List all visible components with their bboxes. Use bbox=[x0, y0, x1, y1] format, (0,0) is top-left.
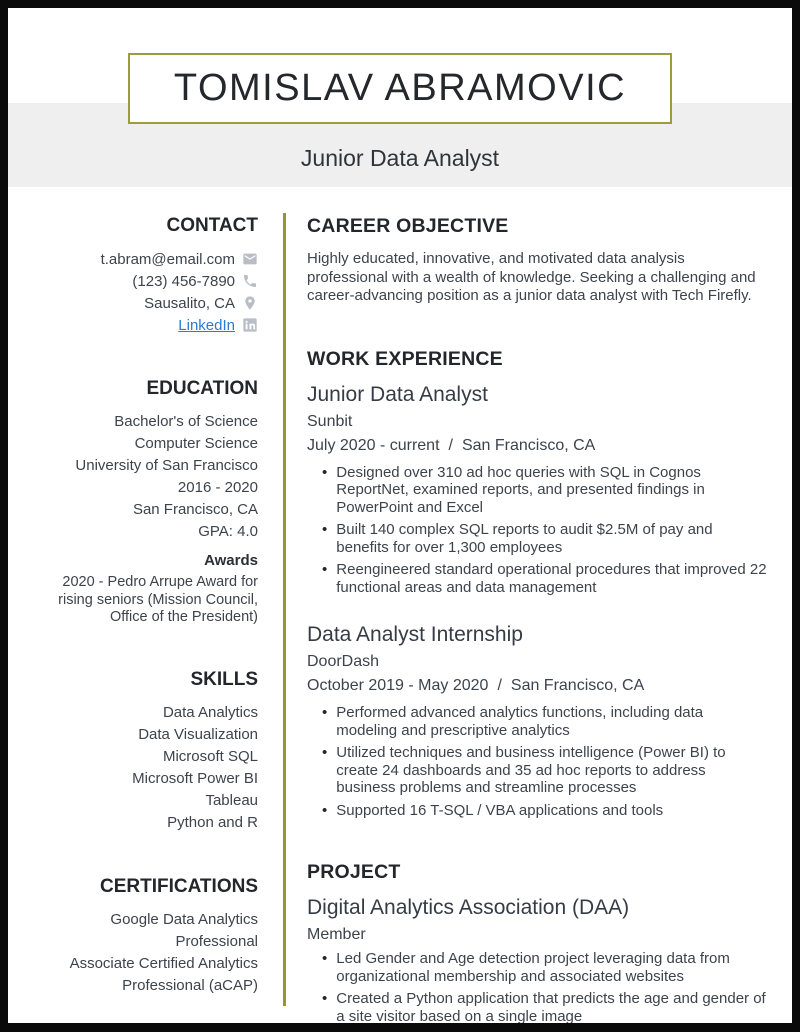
contact-item bbox=[28, 270, 258, 292]
work-experience-heading: WORK EXPERIENCE bbox=[307, 347, 503, 370]
bullet-text: Created a Python application that predicts the age and gender of a site visitor based on a single image bbox=[336, 990, 766, 1023]
job-title-subtitle: Junior Data Analyst bbox=[300, 145, 500, 171]
bullet-item bbox=[307, 950, 767, 985]
bullet-item bbox=[307, 744, 767, 797]
education-line: GPA: 4.0 bbox=[198, 523, 258, 540]
name-box bbox=[128, 53, 672, 124]
bullet-dot: • bbox=[322, 704, 328, 721]
certification-item: Associate Certified Analytics Professional (aCAP) bbox=[69, 954, 258, 994]
bullet-item bbox=[307, 802, 767, 820]
skill-item: Microsoft SQL bbox=[162, 747, 258, 765]
bullet-dot: • bbox=[322, 463, 328, 481]
skill-item: Python and R bbox=[167, 813, 258, 831]
job-bullets bbox=[307, 464, 767, 597]
job-dates: July 2020 - current bbox=[307, 436, 440, 454]
career-objective-section bbox=[307, 215, 767, 306]
skill-item: Data Visualization bbox=[138, 725, 258, 743]
content-columns bbox=[8, 213, 792, 1023]
job-company: Sunbit bbox=[307, 412, 353, 430]
job-meta bbox=[307, 677, 767, 695]
job-dates: October 2019 - May 2020 bbox=[307, 677, 489, 694]
bullet-text: Led Gender and Age detection project leveraging data from organizational membership and associated websites bbox=[336, 950, 730, 985]
skill-item: Data Analytics bbox=[162, 703, 258, 721]
linkedin-icon bbox=[242, 317, 258, 333]
bullet-dot: • bbox=[322, 801, 328, 819]
job-title: Junior Data Analyst bbox=[307, 382, 488, 406]
bullet-item bbox=[307, 704, 767, 739]
certifications-section bbox=[28, 876, 258, 997]
job-company: DoorDash bbox=[307, 653, 380, 670]
bullet-text: Performed advanced analytics functions, including data modeling and prescriptive analytics bbox=[336, 704, 704, 739]
career-objective-text: Highly educated, innovative, and motivated data analysis professional with a wealth of knowledge. Seeking a challenging and career-advancing position as a junior data analyst with Tech Firefly. bbox=[307, 250, 756, 304]
contact-label: t.abram@email.com bbox=[100, 250, 235, 268]
awards-label: Awards bbox=[204, 552, 258, 569]
bullet-text: Reengineered standard operational procedures that improved 22 functional areas and data management bbox=[336, 561, 767, 596]
bullet-dot: • bbox=[322, 990, 328, 1007]
job-location: San Francisco, CA bbox=[461, 436, 596, 454]
education-heading: EDUCATION bbox=[146, 378, 258, 399]
bullet-item bbox=[307, 561, 767, 596]
skills-heading: SKILLS bbox=[190, 668, 258, 690]
work-experience-section bbox=[307, 348, 767, 820]
job-entry bbox=[307, 383, 767, 597]
project-section bbox=[307, 861, 767, 1023]
contact-label: Sausalito, CA bbox=[144, 294, 235, 312]
bullet-text: Utilized techniques and business intelligence (Power BI) to create 24 dashboards and 35 ad hoc reports to address business problems and streamline processes bbox=[336, 744, 726, 796]
skill-item: Tableau bbox=[205, 791, 258, 809]
project-title: Digital Analytics Association (DAA) bbox=[307, 896, 630, 919]
job-location: San Francisco, CA bbox=[510, 677, 645, 694]
contact-item bbox=[28, 314, 258, 336]
certification-item: Google Data Analytics Professional bbox=[110, 910, 258, 950]
meta-separator: / bbox=[497, 677, 502, 694]
certifications-heading: CERTIFICATIONS bbox=[100, 875, 258, 897]
bullet-text: Designed over 310 ad hoc queries with SQL in Cognos ReportNet, examined reports, and presented findings in PowerPoint and Excel bbox=[336, 463, 705, 516]
linkedin-link[interactable]: LinkedIn bbox=[178, 316, 235, 334]
project-role: Member bbox=[307, 926, 366, 943]
skills-section bbox=[28, 669, 258, 834]
contact-section bbox=[28, 215, 258, 336]
candidate-name: TOMISLAV ABRAMOVIC bbox=[173, 67, 627, 109]
meta-separator: / bbox=[448, 436, 453, 454]
jobs bbox=[307, 383, 767, 820]
education-line: Computer Science bbox=[134, 435, 258, 452]
bullet-item bbox=[307, 464, 767, 517]
skills-list bbox=[28, 702, 258, 834]
education-line: University of San Francisco bbox=[75, 457, 258, 474]
job-title: Data Analyst Internship bbox=[307, 623, 523, 646]
phone-icon bbox=[242, 273, 258, 289]
bullet-text: Supported 16 T-SQL / VBA applications and tools bbox=[336, 801, 664, 819]
certifications-list bbox=[28, 909, 258, 997]
envelope-icon bbox=[242, 251, 258, 267]
bullet-item bbox=[307, 990, 767, 1023]
job-meta bbox=[307, 437, 767, 455]
education-line: Bachelor's of Science bbox=[114, 413, 258, 430]
bullet-dot: • bbox=[322, 561, 328, 578]
project-bullets bbox=[307, 950, 767, 1023]
education-section bbox=[28, 378, 258, 627]
project-heading: PROJECT bbox=[307, 861, 401, 883]
job-entry bbox=[307, 623, 767, 819]
bullet-dot: • bbox=[322, 744, 328, 761]
skill-item: Microsoft Power BI bbox=[132, 769, 258, 787]
project-items bbox=[307, 896, 767, 1023]
education-line: 2016 - 2020 bbox=[177, 479, 258, 496]
education-lines bbox=[28, 411, 258, 543]
career-objective-heading: CAREER OBJECTIVE bbox=[307, 215, 509, 237]
bullet-dot: • bbox=[322, 950, 328, 967]
project-entry bbox=[307, 896, 767, 1023]
contact-item bbox=[28, 248, 258, 270]
location-pin-icon bbox=[242, 295, 258, 311]
sidebar bbox=[8, 213, 283, 1023]
education-line: San Francisco, CA bbox=[132, 501, 258, 518]
bullet-dot: • bbox=[322, 521, 328, 538]
awards-text: 2020 - Pedro Arrupe Award for rising seniors (Mission Council, Office of the President) bbox=[58, 574, 258, 625]
contact-item bbox=[28, 292, 258, 314]
bullet-text: Built 140 complex SQL reports to audit $2.5M of pay and benefits for over 1,300 employees bbox=[336, 521, 713, 556]
job-bullets bbox=[307, 704, 767, 819]
bullet-item bbox=[307, 521, 767, 556]
contact-heading: CONTACT bbox=[166, 215, 258, 236]
contact-items bbox=[28, 248, 258, 336]
main-column bbox=[286, 213, 792, 1023]
resume-page bbox=[8, 8, 792, 1023]
contact-label: (123) 456-7890 bbox=[132, 272, 235, 290]
